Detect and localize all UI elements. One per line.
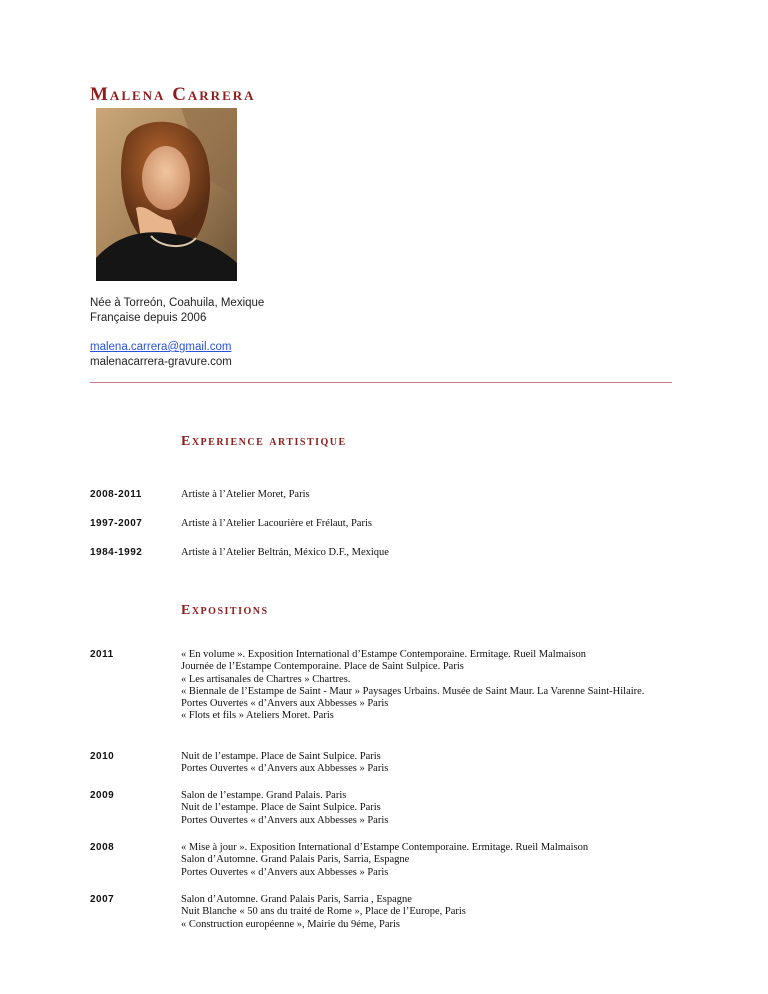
exposition-year: 2009 — [90, 790, 115, 801]
expositions-heading: Expositions — [181, 603, 269, 618]
exposition-entry: « Biennale de l’Estampe de Saint - Maur » Paysages Urbains. Musée de Saint Maur. La Varenne Saint-Hilaire. — [181, 685, 645, 697]
experience-years: 1997-2007 — [90, 518, 143, 529]
experience-text: Artiste à l’Atelier Beltrán, México D.F., Mexique — [181, 547, 389, 558]
experience-years: 2008-2011 — [90, 489, 142, 500]
birth-info: Née à Torreón, Coahuila, Mexique — [90, 297, 265, 309]
exposition-entry: Portes Ouvertes « d’Anvers aux Abbesses » Paris — [181, 763, 389, 775]
exposition-entry: Nuit de l’estampe. Place de Saint Sulpice. Paris — [181, 751, 381, 762]
exposition-entry: Nuit de l’estampe. Place de Saint Sulpice. Paris — [181, 802, 381, 814]
artist-name: Malena Carrera — [90, 84, 256, 105]
experience-text: Artiste à l’Atelier Moret, Paris — [181, 489, 310, 500]
exposition-entry: Salon d’Automne. Grand Palais Paris, Sarria, Espagne — [181, 854, 410, 866]
nationality-info: Française depuis 2006 — [90, 312, 207, 324]
exposition-entry: Portes Ouvertes « d’Anvers aux Abbesses » Paris — [181, 866, 389, 878]
exposition-entry: « En volume ». Exposition International d’Estampe Contemporaine. Ermitage. Rueil Malmaison — [181, 649, 587, 660]
exposition-entry: Salon d’Automne. Grand Palais Paris, Sarria , Espagne — [181, 894, 412, 905]
exposition-entry: Nuit Blanche « 50 ans du traité de Rome », Place de l’Europe, Paris — [181, 906, 466, 918]
exposition-year: 2011 — [90, 649, 114, 660]
exposition-entry: Portes Ouvertes « d’Anvers aux Abbesses » Paris — [181, 698, 389, 710]
exposition-year: 2008 — [90, 842, 115, 853]
exposition-entry: Portes Ouvertes « d’Anvers aux Abbesses » Paris — [181, 814, 389, 826]
exposition-entry: « Flots et fils » Ateliers Moret. Paris — [181, 710, 334, 722]
divider-line — [90, 382, 672, 383]
exposition-entry: « Mise à jour ». Exposition International d’Estampe Contemporaine. Ermitage. Rueil Malmaison — [181, 842, 589, 853]
artist-portrait — [96, 108, 237, 281]
website-text: malenacarrera-gravure.com — [90, 356, 232, 368]
portrait-image — [96, 108, 237, 281]
experience-years: 1984-1992 — [90, 547, 143, 558]
exposition-year: 2010 — [90, 751, 115, 762]
exposition-entry: Salon de l’estampe. Grand Palais. Paris — [181, 790, 347, 801]
exposition-entry: Journée de l’Estampe Contemporaine. Place de Saint Sulpice. Paris — [181, 661, 464, 673]
exposition-entry: « Construction européenne », Mairie du 9éme, Paris — [181, 918, 400, 930]
experience-text: Artiste à l’Atelier Lacourière et Frélaut, Paris — [181, 518, 372, 529]
email-link[interactable]: malena.carrera@gmail.com — [90, 341, 232, 353]
exposition-year: 2007 — [90, 894, 115, 905]
experience-heading: Experience artistique — [181, 434, 347, 449]
exposition-entry: « Les artisanales de Chartres » Chartres. — [181, 673, 351, 685]
